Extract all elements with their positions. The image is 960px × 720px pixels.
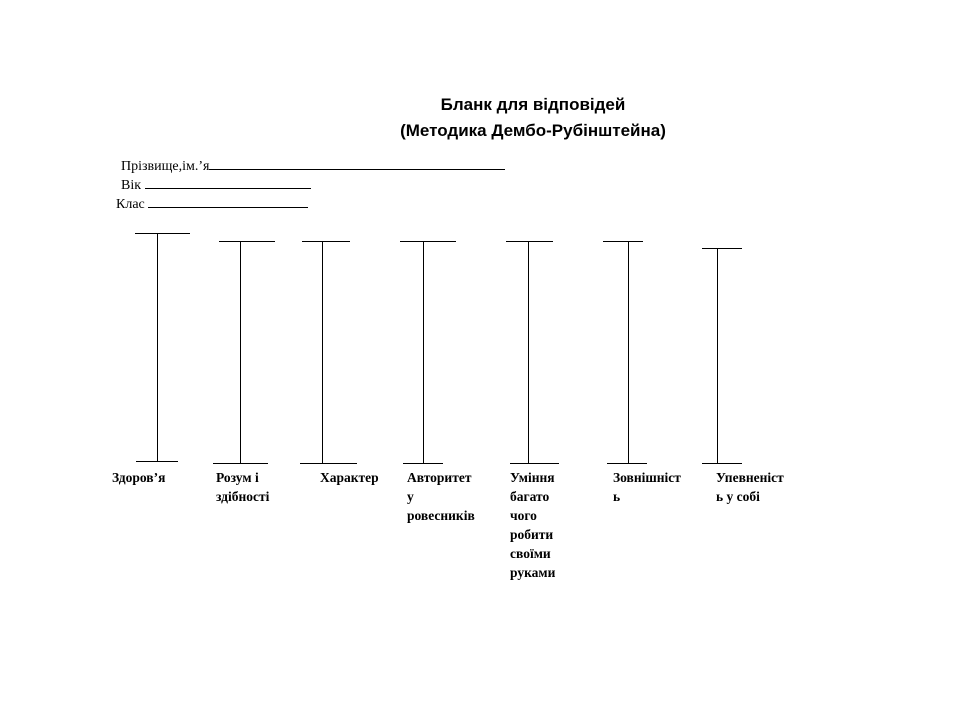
scale-label: Розум і здібності [216, 470, 270, 504]
scale-bottom-mark [607, 463, 647, 464]
scale-label: Зовнішніст ь [613, 470, 681, 504]
age-label: Вік [121, 178, 142, 193]
scale-top-mark [400, 241, 456, 242]
scale-line[interactable] [528, 241, 529, 463]
class-field [116, 195, 308, 213]
age-blank[interactable] [145, 176, 311, 189]
scale-bottom-mark [403, 463, 443, 464]
class-label: Клас [116, 197, 145, 212]
scale-top-mark [603, 241, 643, 242]
name-field [121, 157, 505, 175]
scale-bottom-mark [300, 463, 357, 464]
scale-line[interactable] [240, 241, 241, 463]
age-field [121, 176, 311, 194]
scale-top-mark [702, 248, 742, 249]
class-blank[interactable] [148, 195, 308, 208]
scale-line[interactable] [423, 241, 424, 463]
scale-bottom-mark [136, 461, 178, 462]
scale-label: Упевненіст ь у собі [716, 470, 784, 504]
scale-top-mark [219, 241, 275, 242]
scale-top-mark [302, 241, 350, 242]
name-label: Прізвище,ім.’я [121, 159, 210, 174]
scale-label: Уміння багато чого робити своїми руками [510, 470, 556, 580]
name-blank[interactable] [209, 157, 505, 170]
scale-bottom-mark [510, 463, 559, 464]
scale-label: Авторитет у ровесників [407, 470, 475, 523]
page-subtitle: (Методика Дембо-Рубінштейна) [400, 121, 666, 140]
scale-top-mark [506, 241, 553, 242]
scale-line[interactable] [628, 241, 629, 463]
scale-bottom-mark [213, 463, 268, 464]
scale-top-mark [135, 233, 190, 234]
scale-label: Здоров’я [112, 470, 166, 485]
scale-line[interactable] [322, 241, 323, 463]
scale-line[interactable] [157, 233, 158, 461]
scale-label: Характер [320, 470, 379, 485]
page-title: Бланк для відповідей [440, 95, 626, 114]
scale-bottom-mark [702, 463, 742, 464]
scale-line[interactable] [717, 248, 718, 463]
